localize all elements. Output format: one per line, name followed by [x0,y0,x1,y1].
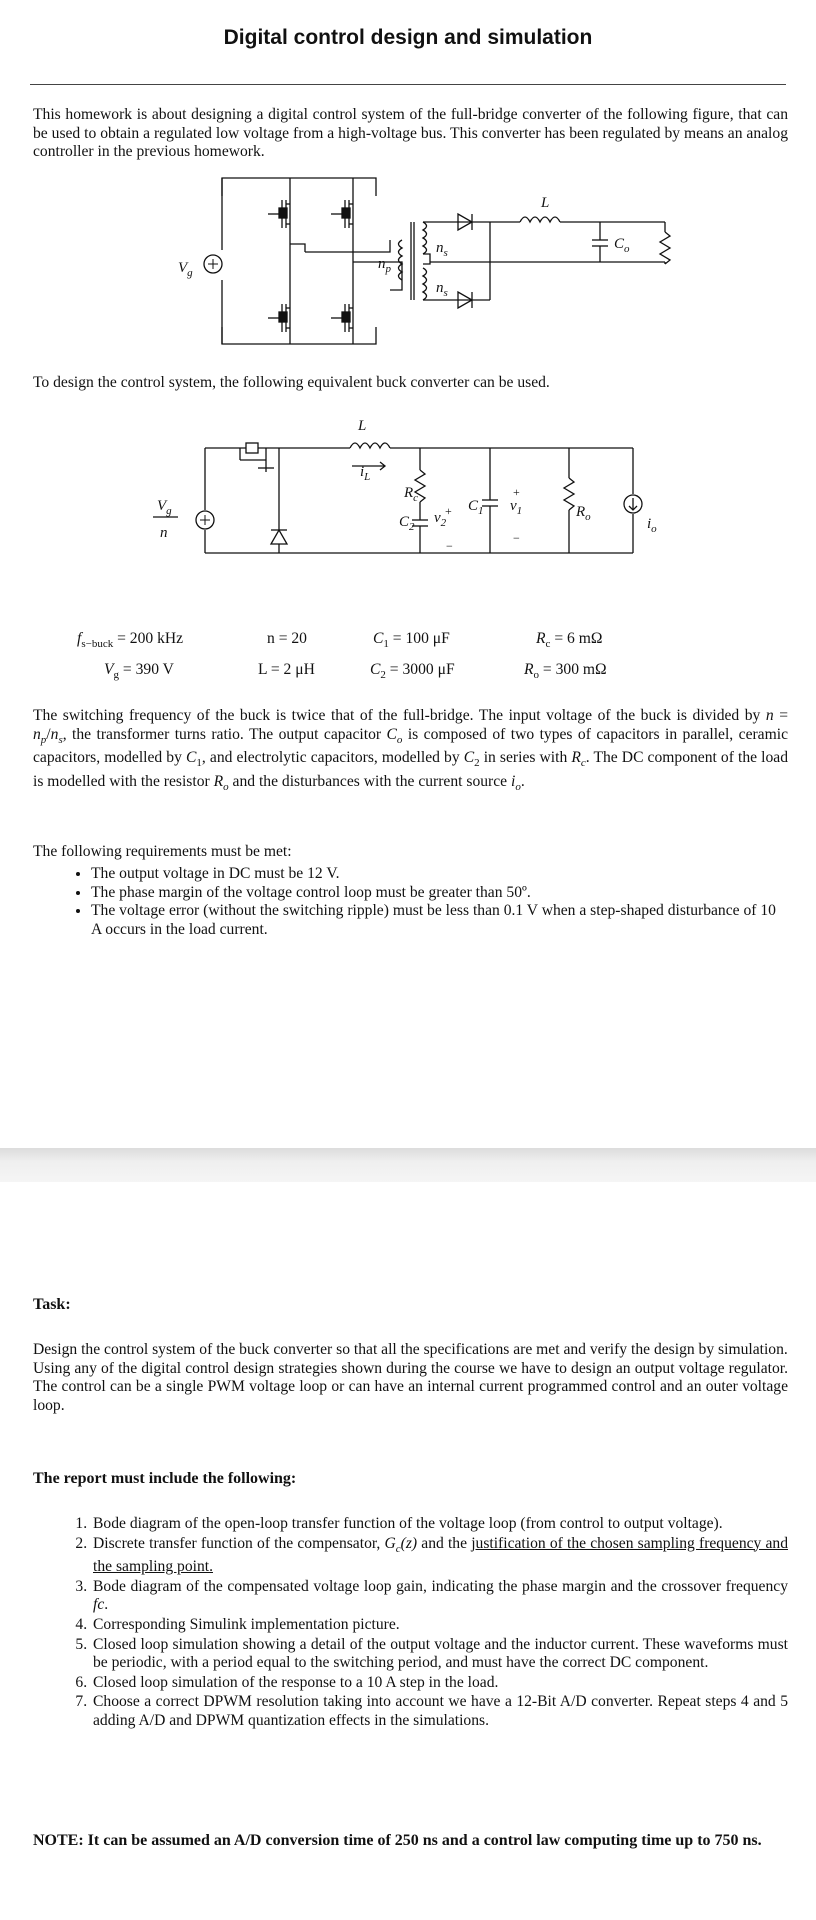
buck-il-label: $i_L$ [360,464,371,483]
v1-minus: − [513,531,520,545]
report-item: 3. Bode diagram of the compensated voltage loop gain, indicating the phase margin and the crossover frequency fc. [91,1578,788,1615]
v2-minus: − [446,539,453,553]
task-text: Design the control system of the buck converter so that all the specifications are met and verify the design by simulation. [33,1341,788,1358]
v2-plus: + [445,504,452,518]
param-n: n = 20 [267,630,307,647]
param-vg: $V_g = 390$ V [104,661,174,682]
requirement-item: • The phase margin of the voltage control loop must be greater than 50º. [91,884,788,903]
fb-co-label: $C_o$ [614,236,630,255]
note: NOTE: It can be assumed an A/D conversion time of 250 ns and a control law computing time up to 750 ns. [33,1832,762,1849]
fb-vg-label: $V_g$ [178,260,193,279]
buck-v2-label: $v_2$ [434,510,447,529]
buck-v1-label: $v_1$ [510,498,523,517]
report-item: 2. Discrete transfer function of the compensator, $G_c(z)$ and the justification of the chosen sampling frequency and the sampling point. [91,1535,788,1577]
requirement-item: • The output voltage in DC must be 12 V. [91,865,788,884]
equivalent-intro [33,374,788,393]
buck-rc-label: $R_c$ [404,485,419,504]
buck-ro-label: $R_o$ [576,504,591,523]
v1-plus: + [513,485,520,499]
param-fs: $f_{s-buck} = 200$ kHz [77,630,184,651]
report-item: 7. Choose a correct DPWM resolution taking into account we have a 12-Bit A/D converter. Repeat steps 4 and 5 adding A/D and DPWM quantization effects in the simulations. [91,1693,788,1730]
param-c1: $C_1 = 100$ μF [373,630,450,651]
requirement-item: • The voltage error (without the switching ripple) must be less than 0.1 V when a step-shaped disturbance of 10 A occurs in the load current. [91,902,788,939]
buck-io-label: $i_o$ [647,516,657,535]
report-item: 4. Corresponding Simulink implementation picture. [91,1616,788,1635]
report-item: 5. Closed loop simulation showing a detail of the output voltage and the inductor current. These waveforms must be periodic, with a period equal to the switching period, and must have the correct DC component. [91,1636,788,1673]
full-bridge-schematic [0,0,816,370]
buck-L-label: L [358,418,367,434]
fb-ns-bot-label: $n_s$ [436,280,448,299]
report-title: The report must include the following: [33,1470,297,1487]
buck-c2-label: $C_2$ [399,514,415,533]
param-L: L = 2 μH [258,661,315,678]
fb-ns-top-label: $n_s$ [436,240,448,259]
fb-np-label: $n_p$ [378,256,391,275]
requirements-list [33,865,788,939]
description-text: The switching frequency of the buck is twice that of the full-bridge. The input voltage of the buck is divided by $n = n_p/n_s$, the transformer turns ratio. The output capacitor $C_o$ is composed of two types of capacitors in parallel, ceramic capacitors, modelled by $C_1$, and electrolytic capacitors, modelled by $C_2$ in series with $R_c$. The DC component of the load is modelled with the resistor $R_o$ and the disturbances with the current source $i_o$. [33,707,788,794]
parameter-table [60,628,760,688]
task-paragraph [33,1341,788,1415]
intro-text: This homework is about designing a digital control system of the full-bridge converter of the following figure, that can be used to obtain a regulated low voltage from a high-voltage bus. This converter has been regulated by means an analog controller in the previous homework. [33,106,788,161]
page-title: Digital control design and simulation [223,26,593,49]
requirements-title: The following requirements must be met: [33,843,292,860]
task-text-2: Using any of the digital control design strategies shown during the course we have to design an output voltage regulator. The control can be a single PWM voltage loop or can have an internal current programmed control and an outer voltage loop. [33,1359,788,1414]
page-break [0,1148,816,1182]
param-c2: $C_2 = 3000$ μF [370,661,455,682]
buck-c1-label: $C_1$ [468,498,484,517]
report-items [33,1515,788,1732]
report-item: 1. Bode diagram of the open-loop transfer function of the voltage loop (from control to output voltage). [91,1515,788,1534]
buck-schematic [0,400,816,610]
fb-L-label: L [541,195,550,211]
task-title: Task: [33,1296,71,1313]
report-item: 6. Closed loop simulation of the response to a 10 A step in the load. [91,1674,788,1693]
buck-vg-label: $V_g$ [157,498,172,517]
param-ro: $R_o = 300$ mΩ [524,661,607,682]
param-rc: $R_c = 6$ mΩ [536,630,603,651]
buck-n-label: n [160,525,168,541]
equivalent-intro-text: To design the control system, the following equivalent buck converter can be used. [33,374,550,391]
description-paragraph [33,707,788,797]
